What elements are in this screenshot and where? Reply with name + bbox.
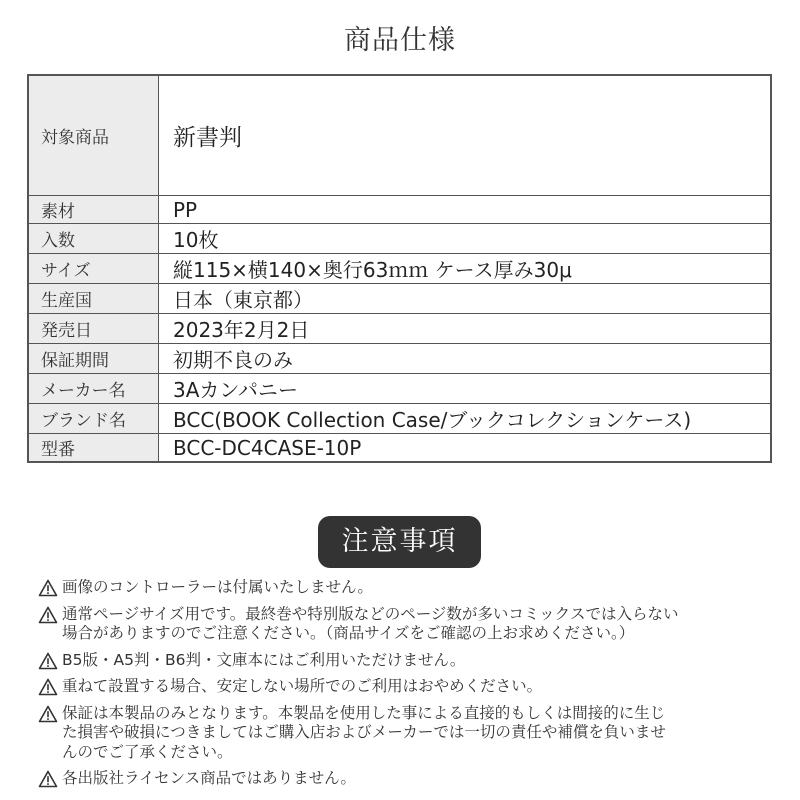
note-line: た損害や破損につきましてはご購入店およびメーカーでは一切の責任や補償を負いませ [62, 723, 666, 741]
warning-triangle-icon [38, 770, 58, 788]
list-item [38, 651, 783, 671]
list-item [38, 677, 783, 697]
spec-value: 縦115×横140×奥行63ｍｍ ケース厚み30μ [159, 254, 772, 284]
spec-value: 日本（東京都） [159, 284, 772, 314]
list-item [38, 769, 783, 789]
note-line: 保証は本製品のみとなります。本製品を使用した事による直接的もしくは間接的に生じ [62, 703, 666, 722]
spec-key: サイズ [28, 254, 159, 284]
spec-value: 初期不良のみ [159, 344, 772, 374]
table-row [28, 75, 771, 196]
table-row [28, 434, 771, 463]
page-title: 商品仕様 [344, 25, 456, 56]
table-row [28, 224, 771, 254]
table-row [28, 374, 771, 404]
list-item [38, 605, 783, 644]
table-row [28, 314, 771, 344]
warning-triangle-icon [38, 652, 58, 670]
warning-triangle-icon [38, 678, 58, 696]
warning-triangle-icon [38, 579, 58, 597]
note-line: 通常ページサイズ用です。最終巻や特別版などのページ数が多いコミックスでは入らない [62, 604, 679, 623]
spec-value: PP [159, 196, 772, 224]
table-row [28, 404, 771, 434]
notice-heading: 注意事項 [318, 516, 481, 568]
spec-key: 型番 [28, 434, 159, 463]
list-item [38, 704, 783, 763]
spec-value: 新書判 [159, 75, 772, 196]
spec-key: ブランド名 [28, 404, 159, 434]
warning-triangle-icon [38, 705, 58, 723]
notice-list [38, 578, 783, 796]
note-line: 重ねて設置する場合、安定しない場所でのご利用はおやめください。 [62, 677, 543, 695]
note-line: 画像のコントローラーは付属いたしません。 [62, 578, 373, 596]
spec-key: 素材 [28, 196, 159, 224]
spec-value: 2023年2月2日 [159, 314, 772, 344]
spec-key: メーカー名 [28, 374, 159, 404]
spec-key: 対象商品 [28, 75, 159, 196]
note-line: んのでご了承ください。 [62, 742, 233, 761]
spec-key: 生産国 [28, 284, 159, 314]
spec-value: BCC-DC4CASE-10P [159, 434, 772, 463]
spec-value: 3Aカンパニー [159, 374, 772, 404]
spec-key: 保証期間 [28, 344, 159, 374]
table-row [28, 284, 771, 314]
spec-value: BCC(BOOK Collection Case/ブックコレクションケース) [159, 404, 772, 434]
note-line: 場合がありますのでご注意ください。（商品サイズをご確認の上お求めください。） [62, 624, 635, 642]
table-row [28, 196, 771, 224]
note-line: B5版・A5判・B6判・文庫本にはご利用いただけません。 [62, 650, 466, 669]
list-item [38, 578, 783, 598]
table-row [28, 254, 771, 284]
warning-triangle-icon [38, 606, 58, 624]
table-row [28, 344, 771, 374]
spec-key: 入数 [28, 224, 159, 254]
spec-table [27, 74, 772, 463]
spec-key: 発売日 [28, 314, 159, 344]
spec-value: 10枚 [159, 224, 772, 254]
note-line: 各出版社ライセンス商品ではありません。 [62, 769, 357, 787]
